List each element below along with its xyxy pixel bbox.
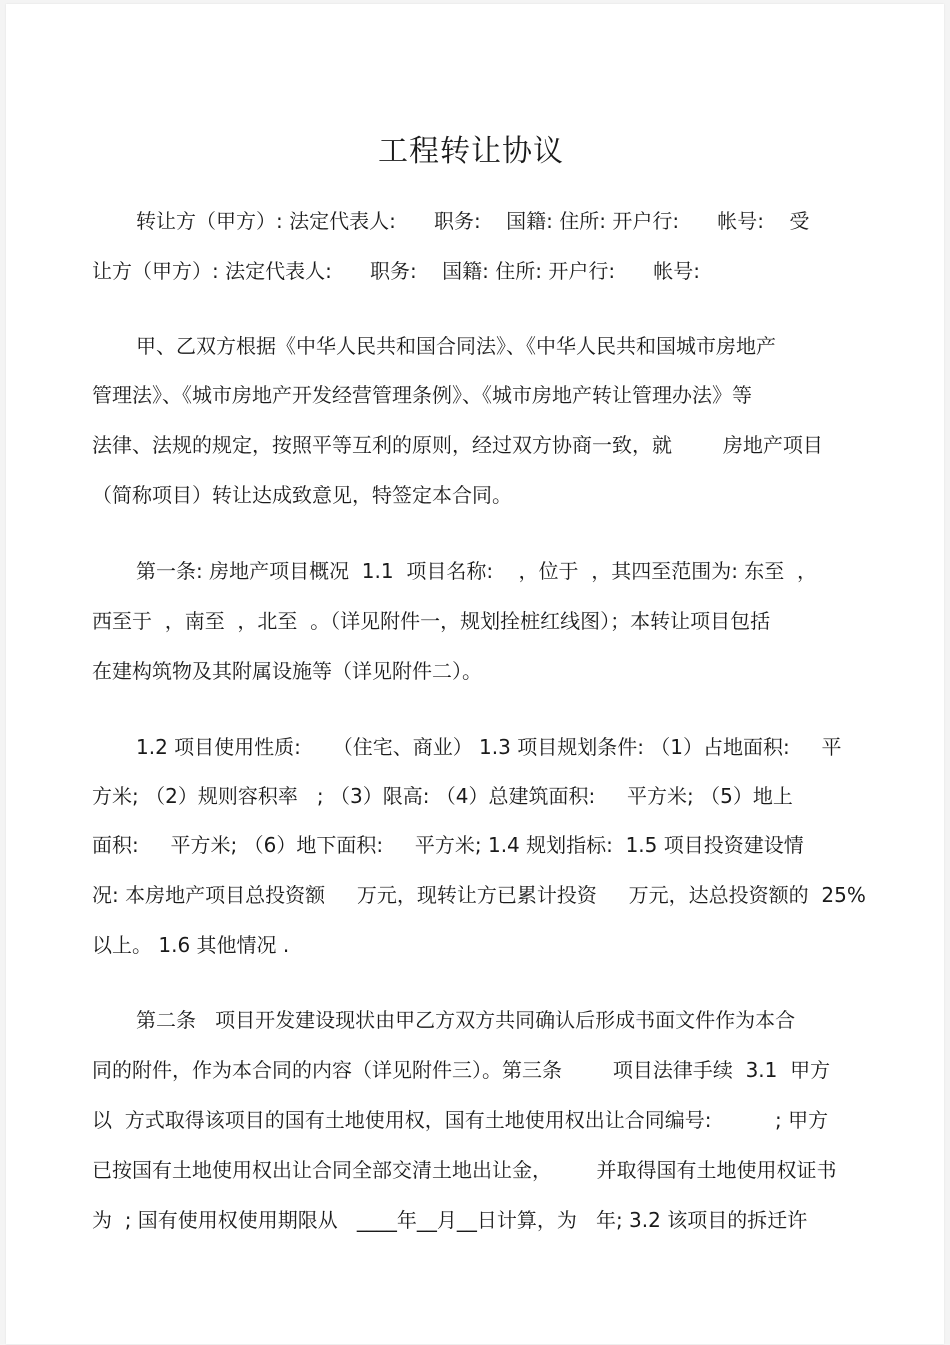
text-line: 方米; （2）规则容积率 ; （3）限高: （4）总建筑面积: 平方米; （5）地上 [92,784,793,808]
text-line: 让方（甲方）: 法定代表人: 职务: 国籍: 住所: 开户行: 帐号: [92,259,700,283]
text-line: 管理法》、《城市房地产开发经营管理条例》、《城市房地产转让管理办法》等 [92,383,752,407]
text-line: 况: 本房地产项目总投资额 万元，现转让方已累计投资 万元，达总投资额的 25% [92,883,866,907]
text-line: 法律、法规的规定，按照平等互利的原则，经过双方协商一致，就 房地产项目 [92,433,823,457]
text-line: 面积: 平方米; （6）地下面积: 平方米; 1.4 规划指标: 1.5 项目投资建设情 [92,833,804,857]
document-page [6,4,944,1344]
text-line: 甲、乙双方根据《中华人民共和国合同法》、《中华人民共和国城市房地产 [136,334,776,358]
text-line: 西至于 ，南至 ，北至 。（详见附件一，规划拴桩红线图）；本转让项目包括 [92,609,771,633]
text-line: 第一条: 房地产项目概况 1.1 项目名称: ，位于 ，其四至范围为: 东至 ， [136,559,818,583]
text-line: 转让方（甲方）: 法定代表人: 职务: 国籍: 住所: 开户行: 帐号: 受 [136,209,810,233]
text-line: 以上。 1.6 其他情况 . [92,933,290,957]
text-line: 在建构筑物及其附属设施等（详见附件二）。 [92,659,482,683]
text-line: 第二条 项目开发建设现状由甲乙方双方共同确认后形成书面文件作为本合 [136,1008,796,1032]
text-line: （简称项目）转让达成致意见，特签定本合同。 [92,483,512,507]
text-line: 已按国有土地使用权出让合同全部交清土地出让金， 并取得国有土地使用权证书 [92,1158,837,1182]
document-title: 工程转让协议 [378,134,564,169]
text-line: 为 ; 国有使用权使用期限从 ____年__月__日计算，为 年; 3.2 该项目的拆迁许 [92,1208,808,1232]
text-line: 1.2 项目使用性质: （住宅、商业） 1.3 项目规划条件: （1）占地面积: 平 [136,735,842,759]
text-line: 以 方式取得该项目的国有土地使用权，国有土地使用权出让合同编号: ; 甲方 [92,1108,829,1132]
text-line: 同的附件，作为本合同的内容（详见附件三）。第三条 项目法律手续 3.1 甲方 [92,1058,831,1082]
